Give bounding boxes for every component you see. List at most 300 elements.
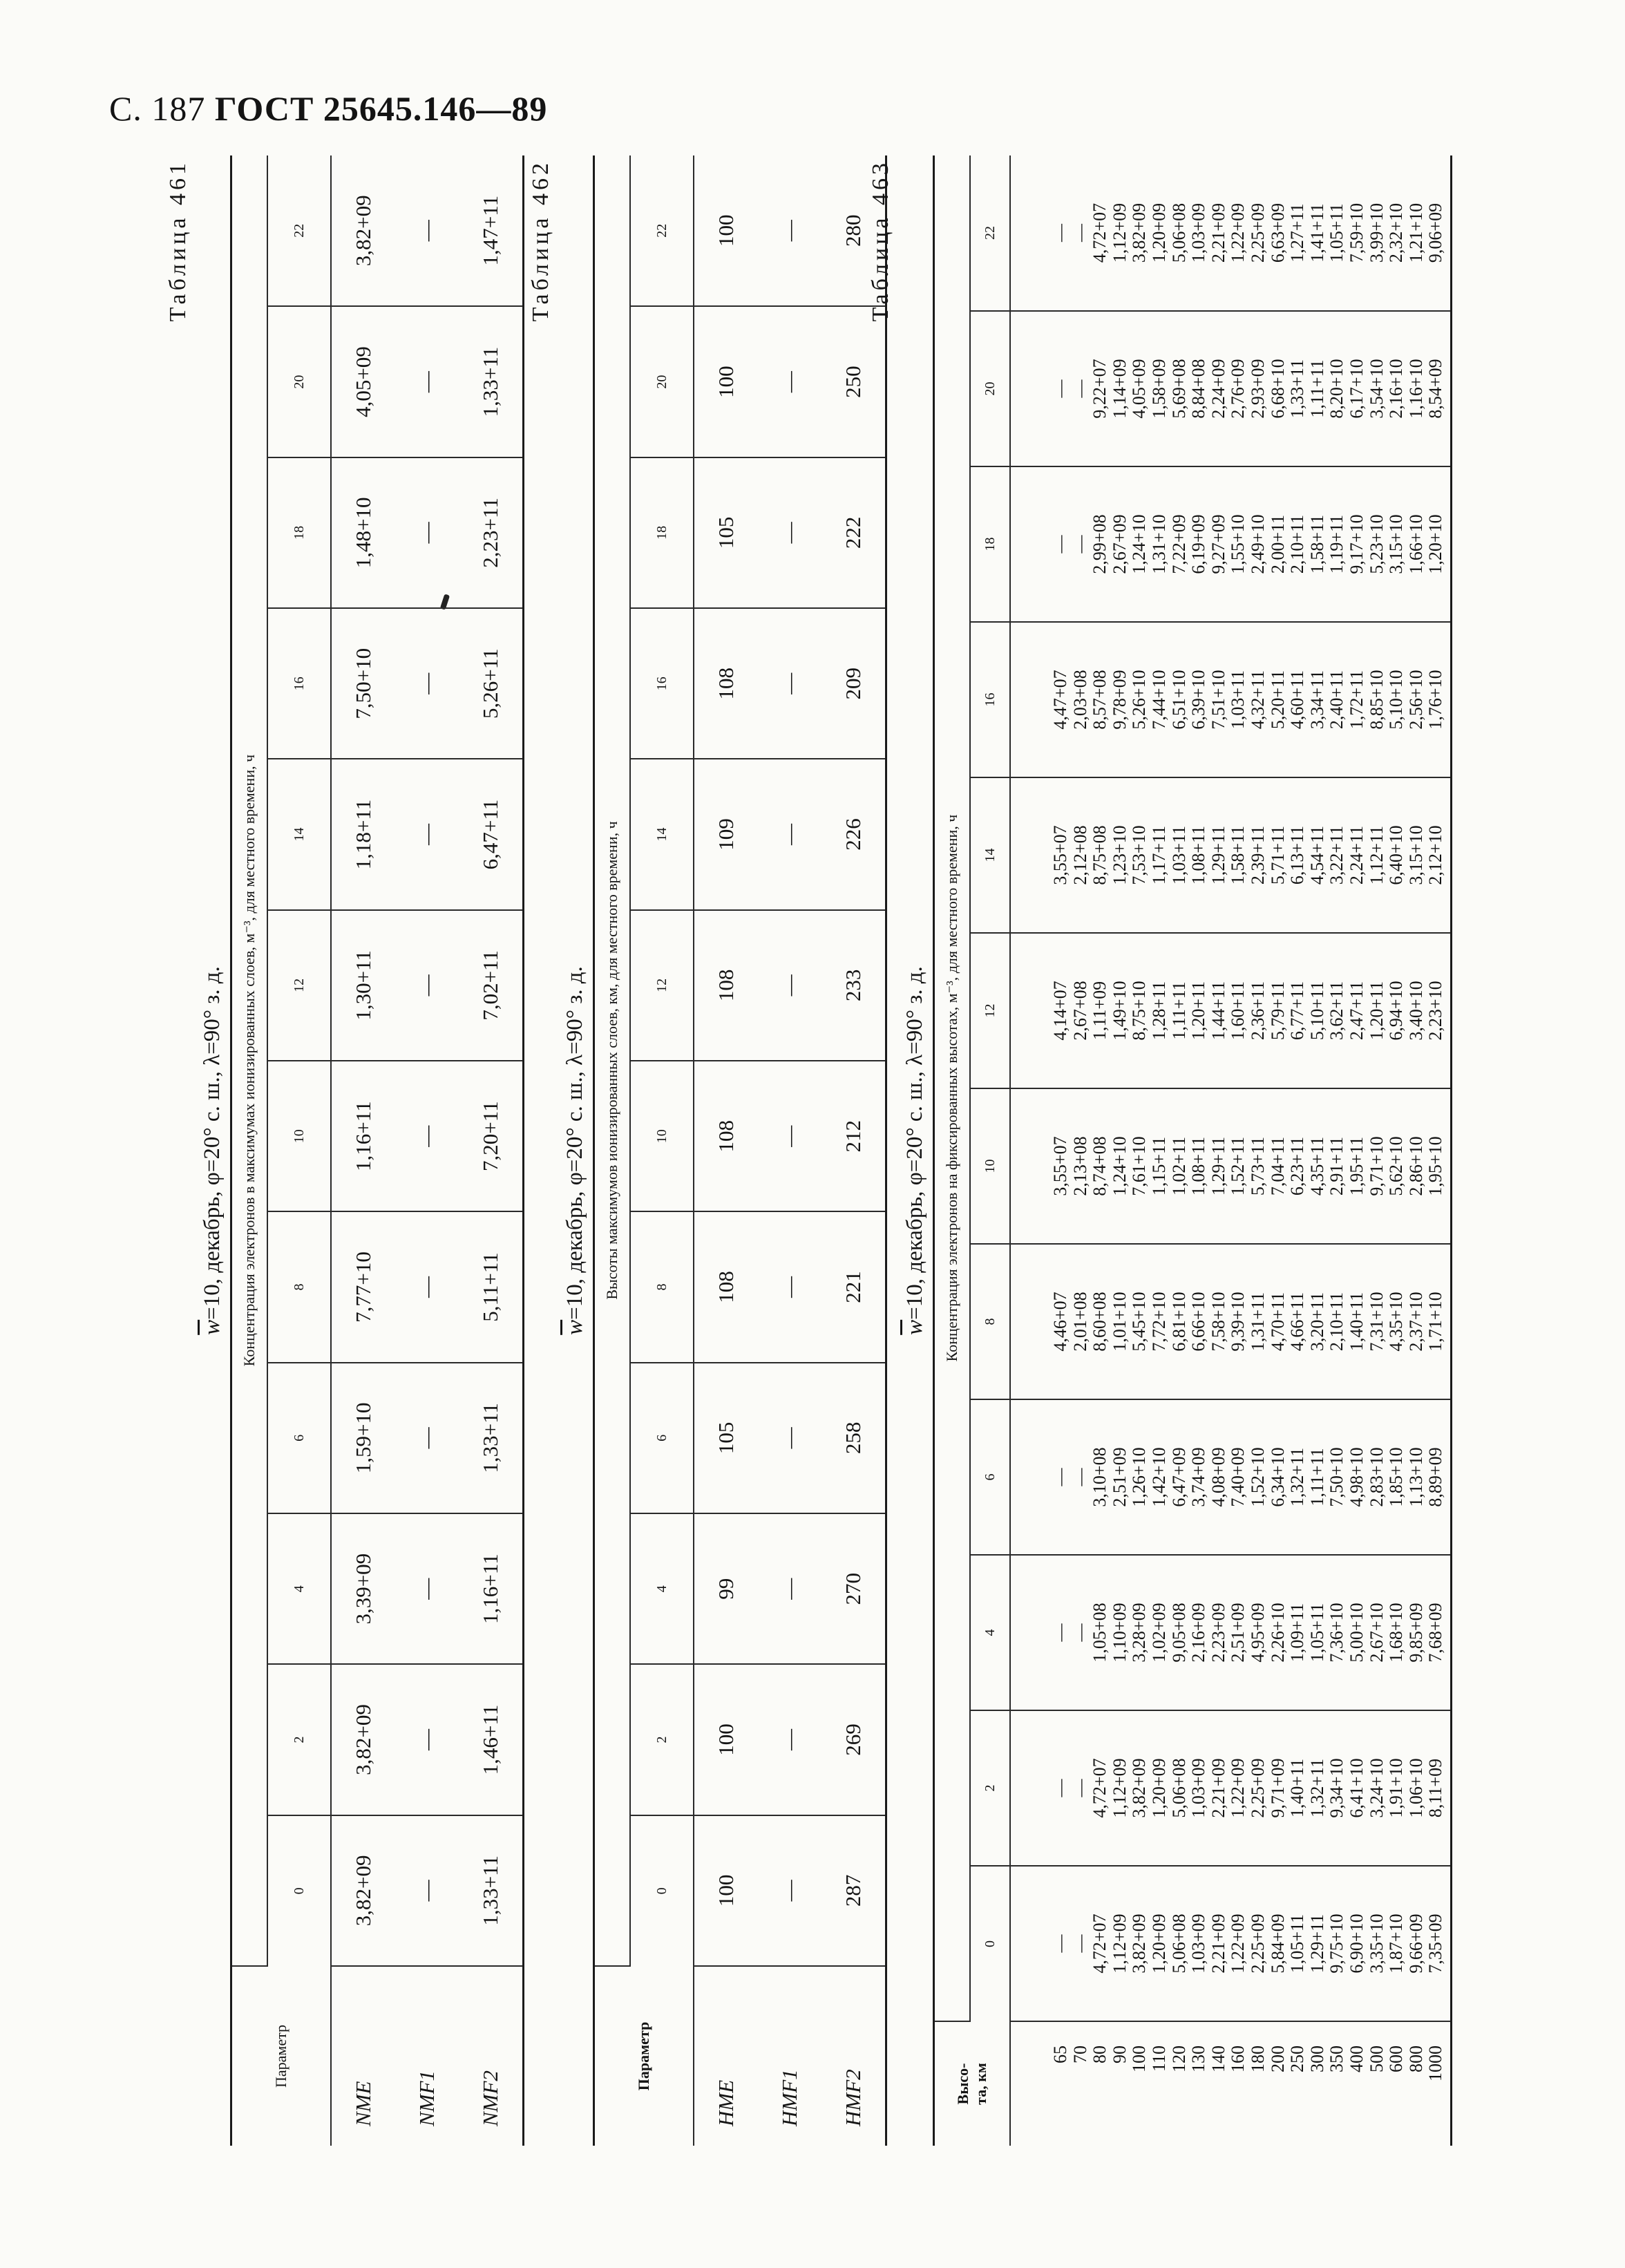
table-cell: 9,22+07 xyxy=(1090,359,1110,419)
table-cell: 2,93+09 xyxy=(1247,359,1268,419)
table-cell: 4,72+07 xyxy=(1090,1913,1110,1974)
table-cell: 2,03+08 xyxy=(1070,670,1090,730)
hour-header: 12 xyxy=(630,910,694,1061)
value-column xyxy=(1010,311,1451,466)
table-cell: 8,75+10 xyxy=(1129,981,1150,1041)
title-text: =10, декабрь, φ=20° с. ш., λ=90° з. д. xyxy=(562,966,587,1320)
table-label: Таблица 463 xyxy=(868,160,893,322)
table-cell: — xyxy=(1070,1468,1090,1486)
height-value: 70 xyxy=(1070,2045,1090,2063)
table-cell: 2,25+09 xyxy=(1247,202,1268,263)
table-cell: 1,22+09 xyxy=(1228,1758,1248,1818)
table-cell: 7,02+11 xyxy=(459,910,524,1061)
table-cell: 1,21+10 xyxy=(1405,202,1426,263)
table-cell: — xyxy=(395,1513,459,1664)
table-cell: 2,12+10 xyxy=(1425,825,1446,885)
table-cell: 9,17+10 xyxy=(1346,514,1367,574)
table-cell: 7,50+10 xyxy=(331,608,395,759)
value-column xyxy=(1010,155,1451,311)
table-cell: 1,09+11 xyxy=(1287,1603,1308,1663)
table-cell: 1,26+10 xyxy=(1129,1447,1150,1507)
title-text: =10, декабрь, φ=20° с. ш., λ=90° з. д. xyxy=(902,966,927,1320)
table-cell: 3,55+07 xyxy=(1050,1136,1070,1196)
table-cell: 6,90+10 xyxy=(1346,1913,1367,1974)
table-cell: 9,06+09 xyxy=(1425,202,1446,263)
hour-header: 16 xyxy=(970,622,1010,777)
table-cell: 9,71+10 xyxy=(1366,1136,1387,1196)
table-title xyxy=(194,155,230,2146)
table-cell: 100 xyxy=(694,1664,758,1815)
table-cell: — xyxy=(758,1815,821,1966)
table-cell: 6,63+09 xyxy=(1267,202,1288,263)
height-value: 80 xyxy=(1090,2045,1110,2063)
table-cell: 9,78+09 xyxy=(1109,670,1130,730)
table-cell: — xyxy=(395,306,459,457)
table-cell: 1,33+11 xyxy=(1287,359,1308,419)
table-cell: 1,12+09 xyxy=(1109,1758,1130,1818)
table-cell: 1,95+11 xyxy=(1346,1136,1367,1196)
table-cell: 1,03+09 xyxy=(1188,202,1209,263)
table-cell: 100 xyxy=(694,155,758,306)
hours-row xyxy=(630,155,694,2146)
table-cell: 5,11+11 xyxy=(459,1211,524,1362)
table-cell: 1,22+09 xyxy=(1228,202,1248,263)
table-cell: — xyxy=(1070,1623,1090,1642)
table-cell: 2,23+10 xyxy=(1425,981,1446,1041)
hour-header: 14 xyxy=(970,777,1010,933)
table-cell: 1,02+09 xyxy=(1148,1603,1169,1663)
table-cell: 108 xyxy=(694,1061,758,1211)
span-header: Концентрация электронов на фиксированных высотах, м⁻³, для местного времени, ч xyxy=(934,155,971,2021)
table-cell: 1,52+10 xyxy=(1247,1447,1268,1507)
value-column xyxy=(1010,933,1451,1088)
title-text: =10, декабрь, φ=20° с. ш., λ=90° з. д. xyxy=(200,966,225,1320)
table-cell: 6,23+11 xyxy=(1287,1136,1308,1196)
table-cell: 1,33+11 xyxy=(459,306,524,457)
param-header: Параметр xyxy=(231,1966,332,2146)
table-cell: 3,10+08 xyxy=(1090,1447,1110,1507)
table-cell: 1,05+08 xyxy=(1090,1603,1110,1663)
table-cell: 1,01+10 xyxy=(1109,1292,1130,1352)
table-cell: 3,55+07 xyxy=(1050,825,1070,885)
table-cell: 1,72+11 xyxy=(1346,670,1367,730)
table-cell: 4,54+11 xyxy=(1306,825,1327,885)
table-cell: 1,42+10 xyxy=(1148,1447,1169,1507)
table-cell: 2,25+09 xyxy=(1247,1913,1268,1974)
table-cell: 2,13+08 xyxy=(1070,1136,1090,1196)
table-cell: 2,37+10 xyxy=(1405,1292,1426,1352)
table-cell: 1,31+11 xyxy=(1247,1292,1268,1352)
table-cell: 1,13+10 xyxy=(1405,1447,1426,1507)
table-cell: 1,87+10 xyxy=(1386,1913,1407,1974)
height-header: Высо- та, км xyxy=(934,2021,1011,2146)
table-cell: 1,29+11 xyxy=(1208,1136,1228,1196)
table-cell: 2,12+08 xyxy=(1070,825,1090,885)
table-cell: 2,01+08 xyxy=(1070,1292,1090,1352)
table-cell: 3,99+10 xyxy=(1366,202,1387,263)
table-cell: 1,02+11 xyxy=(1168,1136,1189,1196)
table-cell: 108 xyxy=(694,608,758,759)
table-cell: 2,10+11 xyxy=(1327,1292,1347,1352)
height-value: 500 xyxy=(1366,2045,1387,2072)
table-cell: 6,94+10 xyxy=(1386,981,1407,1041)
table-cell: 2,56+10 xyxy=(1405,670,1426,730)
value-column xyxy=(1010,1088,1451,1244)
table-cell: 4,35+11 xyxy=(1306,1136,1327,1196)
table-cell: 7,53+10 xyxy=(1129,825,1150,885)
height-value: 65 xyxy=(1050,2045,1070,2063)
table-cell: 2,16+09 xyxy=(1188,1603,1209,1663)
height-value: 400 xyxy=(1346,2045,1367,2072)
hour-header: 14 xyxy=(267,759,331,909)
table-cell: 4,47+07 xyxy=(1050,670,1070,730)
table-cell: 5,10+10 xyxy=(1386,670,1407,730)
table-461 xyxy=(230,155,524,2146)
table-cell: — xyxy=(1050,1623,1070,1642)
param-name: NMF1 xyxy=(415,2070,439,2126)
value-column xyxy=(1010,1399,1451,1555)
height-value: 300 xyxy=(1306,2045,1327,2072)
table-cell: 105 xyxy=(694,1363,758,1513)
hour-header: 4 xyxy=(267,1513,331,1664)
table-cell: 2,76+09 xyxy=(1228,359,1248,419)
table-cell: — xyxy=(758,608,821,759)
value-column xyxy=(1010,622,1451,777)
hour-header: 20 xyxy=(630,306,694,457)
height-value: 200 xyxy=(1267,2045,1288,2072)
table-cell: 5,79+11 xyxy=(1267,981,1288,1041)
table-cell: 1,32+11 xyxy=(1287,1447,1308,1507)
table-cell: 1,05+11 xyxy=(1306,1603,1327,1663)
table-cell: 2,67+09 xyxy=(1109,514,1130,574)
value-column xyxy=(1010,1866,1451,2021)
table-cell: 4,60+11 xyxy=(1287,670,1308,730)
table-cell: 1,40+11 xyxy=(1346,1292,1367,1352)
height-value: 110 xyxy=(1148,2045,1169,2072)
table-cell: — xyxy=(395,1211,459,1362)
table-cell: 2,25+09 xyxy=(1247,1758,1268,1818)
table-cell: — xyxy=(758,1513,821,1664)
value-column xyxy=(1010,1555,1451,1710)
table-cell: 8,89+09 xyxy=(1425,1447,1446,1507)
table-cell: 1,55+10 xyxy=(1228,514,1248,574)
table-cell: — xyxy=(1050,1934,1070,1953)
table-cell: — xyxy=(1050,224,1070,242)
table-cell: 1,76+10 xyxy=(1425,670,1446,730)
hour-header: 18 xyxy=(970,466,1010,622)
table-cell: — xyxy=(395,155,459,306)
table-cell: 5,23+10 xyxy=(1366,514,1387,574)
hour-header: 8 xyxy=(970,1244,1010,1399)
table-cell: 2,47+11 xyxy=(1346,981,1367,1041)
table-row xyxy=(395,155,459,2146)
height-value: 600 xyxy=(1386,2045,1407,2072)
hour-header: 20 xyxy=(970,311,1010,466)
table-title xyxy=(897,155,933,2146)
table-cell: 258 xyxy=(821,1363,886,1513)
height-value: 160 xyxy=(1228,2045,1248,2072)
table-cell: — xyxy=(1070,379,1090,398)
table-cell: 233 xyxy=(821,910,886,1061)
table-cell: 7,72+10 xyxy=(1148,1292,1169,1352)
table-cell: 7,50+10 xyxy=(1327,1447,1347,1507)
hour-header: 20 xyxy=(267,306,331,457)
table-cell: 1,47+11 xyxy=(459,155,524,306)
table-cell: 209 xyxy=(821,608,886,759)
table-cell: 9,71+09 xyxy=(1267,1758,1288,1818)
table-cell: 3,82+09 xyxy=(331,155,395,306)
table-cell: 2,83+10 xyxy=(1366,1447,1387,1507)
table-cell: 1,20+11 xyxy=(1188,981,1209,1041)
hour-header: 18 xyxy=(630,457,694,608)
table-label: Таблица 462 xyxy=(528,160,553,322)
value-column xyxy=(1010,1710,1451,1866)
table-cell: 7,31+10 xyxy=(1366,1292,1387,1352)
table-cell: 1,33+11 xyxy=(459,1363,524,1513)
param-name: HMF2 xyxy=(841,2069,865,2126)
table-cell: — xyxy=(1070,1779,1090,1797)
table-cell: 6,66+10 xyxy=(1188,1292,1209,1352)
table-462-block xyxy=(525,155,865,2146)
value-column xyxy=(1010,777,1451,933)
table-cell: 2,49+10 xyxy=(1247,514,1268,574)
table-cell: 4,98+10 xyxy=(1346,1447,1367,1507)
table-cell: 1,32+11 xyxy=(1306,1758,1327,1818)
table-cell: 9,05+08 xyxy=(1168,1603,1189,1663)
table-cell: 3,62+11 xyxy=(1327,981,1347,1041)
table-cell: 1,14+09 xyxy=(1109,359,1130,419)
table-cell: 1,03+09 xyxy=(1188,1758,1209,1818)
table-cell: 2,51+09 xyxy=(1109,1447,1130,1507)
table-cell: — xyxy=(758,1363,821,1513)
hour-header: 18 xyxy=(267,457,331,608)
table-cell: — xyxy=(758,155,821,306)
table-cell: 1,06+10 xyxy=(1405,1758,1426,1818)
table-cell: 1,30+11 xyxy=(331,910,395,1061)
table-cell: 4,32+11 xyxy=(1247,670,1268,730)
height-value: 180 xyxy=(1247,2045,1268,2072)
page-header xyxy=(109,88,547,129)
table-cell: 1,03+11 xyxy=(1168,825,1189,885)
table-cell: 1,27+11 xyxy=(1287,203,1308,263)
table-cell: 4,66+11 xyxy=(1287,1292,1308,1352)
table-row xyxy=(331,155,395,2146)
table-cell: 5,26+11 xyxy=(459,608,524,759)
table-cell: 287 xyxy=(821,1815,886,1966)
table-cell: 212 xyxy=(821,1061,886,1211)
table-cell: 7,40+09 xyxy=(1228,1447,1248,1507)
table-cell: 2,16+10 xyxy=(1386,359,1407,419)
table-cell: 5,62+10 xyxy=(1386,1136,1407,1196)
table-cell: 99 xyxy=(694,1513,758,1664)
table-cell: — xyxy=(1050,535,1070,554)
table-cell: 9,66+09 xyxy=(1405,1913,1426,1974)
table-cell: 3,22+11 xyxy=(1327,825,1347,885)
table-cell: 6,77+11 xyxy=(1287,981,1308,1041)
table-cell: 1,05+11 xyxy=(1287,1913,1308,1974)
table-cell: 1,22+09 xyxy=(1228,1913,1248,1974)
table-cell: 1,41+11 xyxy=(1306,203,1327,263)
table-cell: 5,06+08 xyxy=(1168,1758,1189,1818)
table-cell: — xyxy=(395,1363,459,1513)
hour-header: 12 xyxy=(970,933,1010,1088)
hour-header: 2 xyxy=(267,1664,331,1815)
height-value: 100 xyxy=(1129,2045,1150,2072)
table-title xyxy=(557,155,593,2146)
param-name: NME xyxy=(351,2081,375,2126)
table-cell: 1,08+11 xyxy=(1188,825,1209,885)
hour-header: 0 xyxy=(630,1815,694,1966)
table-cell: 4,72+07 xyxy=(1090,1758,1110,1818)
table-cell: 3,82+09 xyxy=(1129,202,1150,263)
table-cell: 1,40+11 xyxy=(1287,1758,1308,1818)
table-cell: 5,10+11 xyxy=(1306,981,1327,1041)
param-name: NMF2 xyxy=(478,2070,502,2126)
table-cell: 1,49+10 xyxy=(1109,981,1130,1041)
title-w-symbol: $\overline{w}$ xyxy=(200,1319,225,1335)
table-cell: 1,15+11 xyxy=(1148,1136,1169,1196)
table-cell: 7,22+09 xyxy=(1168,514,1189,574)
table-cell: 2,23+11 xyxy=(459,457,524,608)
table-cell: 1,20+09 xyxy=(1148,1913,1169,1974)
table-cell: 8,20+10 xyxy=(1327,359,1347,419)
height-value: 350 xyxy=(1327,2045,1347,2072)
table-cell: 1,33+11 xyxy=(459,1815,524,1966)
hour-header: 10 xyxy=(630,1061,694,1211)
table-cell: 1,95+10 xyxy=(1425,1136,1446,1196)
table-cell: 2,86+10 xyxy=(1405,1136,1426,1196)
hour-header: 22 xyxy=(267,155,331,306)
table-cell: 9,39+10 xyxy=(1228,1292,1248,1352)
table-463-block xyxy=(865,155,1494,2146)
table-cell: 5,20+11 xyxy=(1267,670,1288,730)
table-cell: 1,20+09 xyxy=(1148,202,1169,263)
table-cell: 1,59+10 xyxy=(331,1363,395,1513)
table-cell: 1,03+11 xyxy=(1228,670,1248,730)
hours-row xyxy=(970,155,1010,2146)
table-cell: 1,24+10 xyxy=(1109,1136,1130,1196)
hour-header: 8 xyxy=(630,1211,694,1362)
table-cell: 1,29+11 xyxy=(1208,825,1228,885)
table-cell: 6,40+10 xyxy=(1386,825,1407,885)
table-row xyxy=(694,155,758,2146)
table-cell: 7,36+10 xyxy=(1327,1603,1347,1663)
table-cell: 1,58+09 xyxy=(1148,359,1169,419)
span-header: Высоты максимумов ионизированных слоев, км, для местного времени, ч xyxy=(594,155,631,1966)
hours-row xyxy=(267,155,331,2146)
table-body xyxy=(1010,155,1451,2146)
table-cell: 3,20+11 xyxy=(1306,1292,1327,1352)
table-cell: 4,72+07 xyxy=(1090,202,1110,263)
hour-header: 4 xyxy=(630,1513,694,1664)
hour-header: 10 xyxy=(267,1061,331,1211)
table-cell: — xyxy=(758,1211,821,1362)
table-cell: 1,20+10 xyxy=(1425,514,1446,574)
table-cell: — xyxy=(1070,224,1090,242)
table-cell: 8,84+08 xyxy=(1188,359,1209,419)
table-cell: 3,82+09 xyxy=(1129,1758,1150,1818)
value-column xyxy=(1010,466,1451,622)
hour-header: 14 xyxy=(630,759,694,909)
table-cell: 3,54+10 xyxy=(1366,359,1387,419)
table-cell: 270 xyxy=(821,1513,886,1664)
table-cell: 6,13+11 xyxy=(1287,825,1308,885)
hour-header: 16 xyxy=(267,608,331,759)
table-cell: — xyxy=(395,1061,459,1211)
table-cell: 1,12+09 xyxy=(1109,202,1130,263)
table-cell: — xyxy=(395,759,459,909)
table-cell: 3,35+10 xyxy=(1366,1913,1387,1974)
table-cell: 108 xyxy=(694,1211,758,1362)
table-cell: 1,58+11 xyxy=(1228,825,1248,885)
table-cell: 7,59+10 xyxy=(1346,202,1367,263)
param-header: Параметр xyxy=(594,1966,694,2146)
table-cell: 1,10+09 xyxy=(1109,1603,1130,1663)
table-cell: 8,57+08 xyxy=(1090,670,1110,730)
table-461-block xyxy=(162,155,502,2146)
table-cell: 2,24+11 xyxy=(1346,825,1367,885)
table-cell: 1,85+10 xyxy=(1386,1447,1407,1507)
table-cell: 1,23+10 xyxy=(1109,825,1130,885)
table-cell: 1,48+10 xyxy=(331,457,395,608)
table-cell: 1,28+11 xyxy=(1148,981,1169,1041)
table-cell: — xyxy=(1070,1934,1090,1953)
table-cell: — xyxy=(1050,379,1070,398)
table-cell: 221 xyxy=(821,1211,886,1362)
table-cell: 1,12+09 xyxy=(1109,1913,1130,1974)
table-cell: 5,06+08 xyxy=(1168,1913,1189,1974)
table-cell: 6,17+10 xyxy=(1346,359,1367,419)
table-cell: 3,40+10 xyxy=(1405,981,1426,1041)
table-cell: 5,45+10 xyxy=(1129,1292,1150,1352)
table-cell: 8,60+08 xyxy=(1090,1292,1110,1352)
table-cell: 6,47+11 xyxy=(459,759,524,909)
table-cell: — xyxy=(758,457,821,608)
table-cell: 5,71+11 xyxy=(1267,825,1288,885)
hour-header: 6 xyxy=(970,1399,1010,1555)
table-cell: 6,41+10 xyxy=(1346,1758,1367,1818)
table-cell: 4,95+09 xyxy=(1247,1603,1268,1663)
table-cell: 2,21+09 xyxy=(1208,1913,1228,1974)
height-value: 90 xyxy=(1109,2045,1130,2063)
table-cell: 7,51+10 xyxy=(1208,670,1228,730)
table-cell: 1,16+11 xyxy=(459,1513,524,1664)
table-cell: 6,34+10 xyxy=(1267,1447,1288,1507)
table-cell: 2,67+08 xyxy=(1070,981,1090,1041)
hour-header: 4 xyxy=(970,1555,1010,1710)
table-row xyxy=(758,155,821,2146)
table-cell: — xyxy=(758,910,821,1061)
table-cell: 5,73+11 xyxy=(1247,1136,1268,1196)
table-cell: 1,11+11 xyxy=(1168,981,1189,1040)
table-cell: 9,75+10 xyxy=(1327,1913,1347,1974)
height-column xyxy=(1010,2021,1451,2146)
table-cell: 8,11+09 xyxy=(1425,1758,1446,1818)
table-cell: 6,19+09 xyxy=(1188,514,1209,574)
table-cell: 1,18+11 xyxy=(331,759,395,909)
height-value: 800 xyxy=(1405,2045,1426,2072)
hour-header: 16 xyxy=(630,608,694,759)
table-cell: 5,06+08 xyxy=(1168,202,1189,263)
hour-header: 12 xyxy=(267,910,331,1061)
param-name: HME xyxy=(714,2079,738,2126)
hour-header: 2 xyxy=(630,1664,694,1815)
table-cell: 9,34+10 xyxy=(1327,1758,1347,1818)
table-cell: 280 xyxy=(821,155,886,306)
table-cell: 3,82+09 xyxy=(331,1664,395,1815)
table-cell: 1,52+11 xyxy=(1228,1136,1248,1196)
table-cell: 1,08+11 xyxy=(1188,1136,1209,1196)
